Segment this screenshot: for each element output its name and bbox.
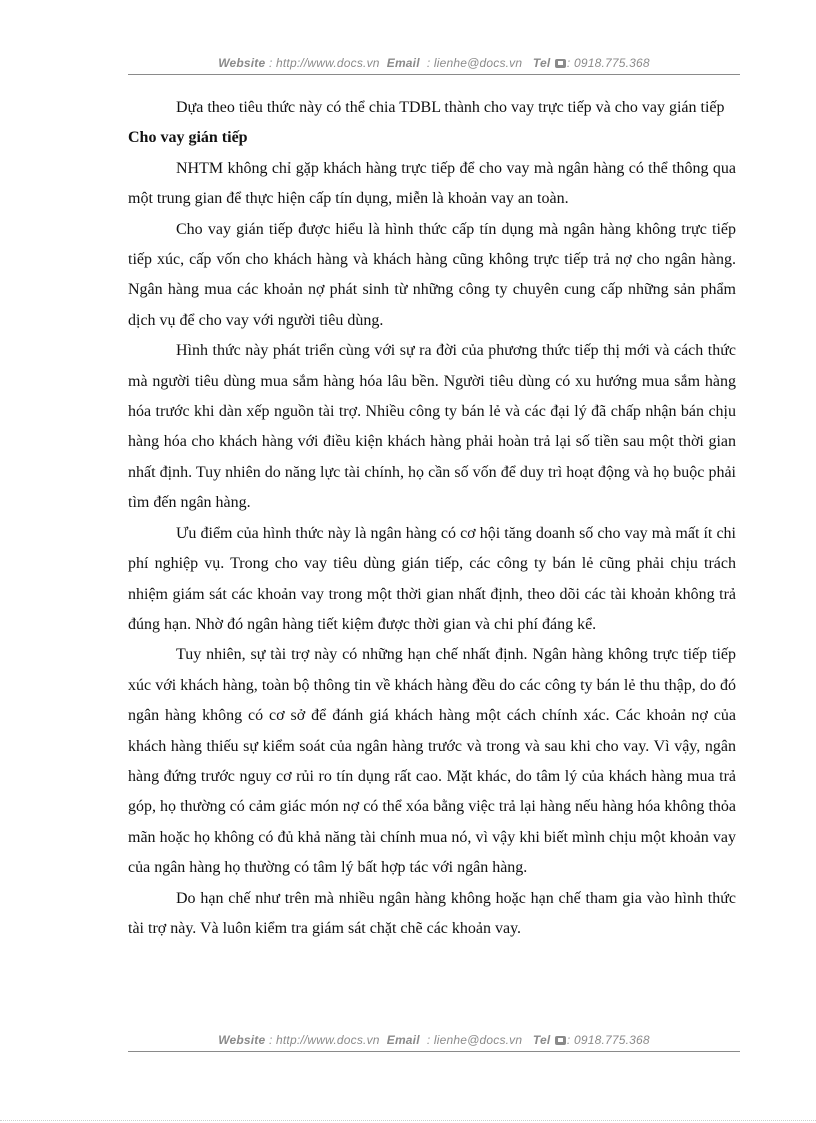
footer-divider (128, 1051, 740, 1052)
footer-email-value: : lienhe@docs.vn (426, 1033, 523, 1047)
paragraph-intro: Dựa theo tiêu thức này có thể chia TDBL thành cho vay trực tiếp và cho vay gián tiếp (176, 99, 725, 116)
footer-email-label: Email (386, 1033, 420, 1047)
header-website-value: : http://www.docs.vn (268, 56, 380, 70)
header-tel-label: Tel (532, 56, 551, 70)
phone-icon (555, 1036, 566, 1045)
phone-icon (555, 59, 566, 68)
paragraph: Cho vay gián tiếp được hiểu là hình thức cấp tín dụng mà ngân hàng không trực tiếp tiếp xúc, cấp vốn cho khách hàng và khách hàng cũng không trực tiếp trả nợ cho ngân hàng. Ngân hàng mua các khoản nợ phát sinh từ những công ty chuyên cung cấp những sản phẩm dịch vụ để cho vay với người tiêu dùng. (128, 220, 736, 329)
header-website-label: Website (218, 56, 266, 70)
header-tel-value: : 0918.775.368 (566, 56, 650, 70)
paragraph: Hình thức này phát triển cùng với sự ra đời của phương thức tiếp thị mới và cách thức mà người tiêu dùng mua sắm hàng hóa lâu bền. Người tiêu dùng có xu hướng mua sắm hàng hóa trước khi dàn xếp nguồn tài trợ. Nhiều công ty bán lẻ và các đại lý đã chấp nhận bán chịu hàng hóa cho khách hàng với điều kiện khách hàng phải hoàn trả lại số tiền sau một thời gian nhất định. Tuy nhiên do năng lực tài chính, họ cần số vốn để duy trì hoạt động và họ buộc phải tìm đến ngân hàng. (128, 342, 736, 512)
page-footer (128, 1033, 740, 1047)
paragraph: Tuy nhiên, sự tài trợ này có những hạn chế nhất định. Ngân hàng không trực tiếp tiếp xúc với khách hàng, toàn bộ thông tin về khách hàng đều do các công ty bán lẻ thu thập, do đó ngân hàng không có cơ sở để đánh giá khách hàng một cách chính xác. Các khoản nợ của khách hàng thiếu sự kiểm soát của ngân hàng trước và trong và sau khi cho vay. Vì vậy, ngân hàng đứng trước nguy cơ rủi ro tín dụng rất cao. Mặt khác, do tâm lý của khách hàng mua trả góp, họ thường có cảm giác món nợ có thể xóa bằng việc trả lại hàng nếu hàng hóa không thỏa mãn hoặc họ không có đủ khả năng tài chính mua nó, vì vậy khi biết mình chịu một khoản vay của ngân hàng họ thường có tâm lý bất hợp tác với ngân hàng. (128, 646, 736, 877)
page-header (128, 56, 740, 70)
paragraph: Ưu điểm của hình thức này là ngân hàng có cơ hội tăng doanh số cho vay mà mất ít chi phí nghiệp vụ. Trong cho vay tiêu dùng gián tiếp, các công ty bán lẻ cũng phải chịu trách nhiệm giám sát các khoản vay trong một thời gian nhất định, theo dõi các tài khoản không trả đúng hạn. Nhờ đó ngân hàng tiết kiệm được thời gian và chi phí đáng kể. (128, 524, 736, 633)
footer-website-label: Website (218, 1033, 266, 1047)
paragraph: NHTM không chỉ gặp khách hàng trực tiếp để cho vay mà ngân hàng có thể thông qua một trung gian để thực hiện cấp tín dụng, miễn là khoản vay an toàn. (128, 159, 736, 208)
page-bottom-border (0, 1120, 816, 1121)
header-email-label: Email (386, 56, 420, 70)
footer-tel-value: : 0918.775.368 (566, 1033, 650, 1047)
header-divider (128, 74, 740, 75)
document-body (128, 93, 736, 944)
footer-website-value: : http://www.docs.vn (268, 1033, 380, 1047)
section-heading: Cho vay gián tiếp (128, 129, 248, 147)
header-email-value: : lienhe@docs.vn (426, 56, 523, 70)
footer-tel-label: Tel (532, 1033, 551, 1047)
paragraph: Do hạn chế như trên mà nhiều ngân hàng không hoặc hạn chế tham gia vào hình thức tài trợ này. Và luôn kiểm tra giám sát chặt chẽ các khoản vay. (128, 889, 736, 937)
